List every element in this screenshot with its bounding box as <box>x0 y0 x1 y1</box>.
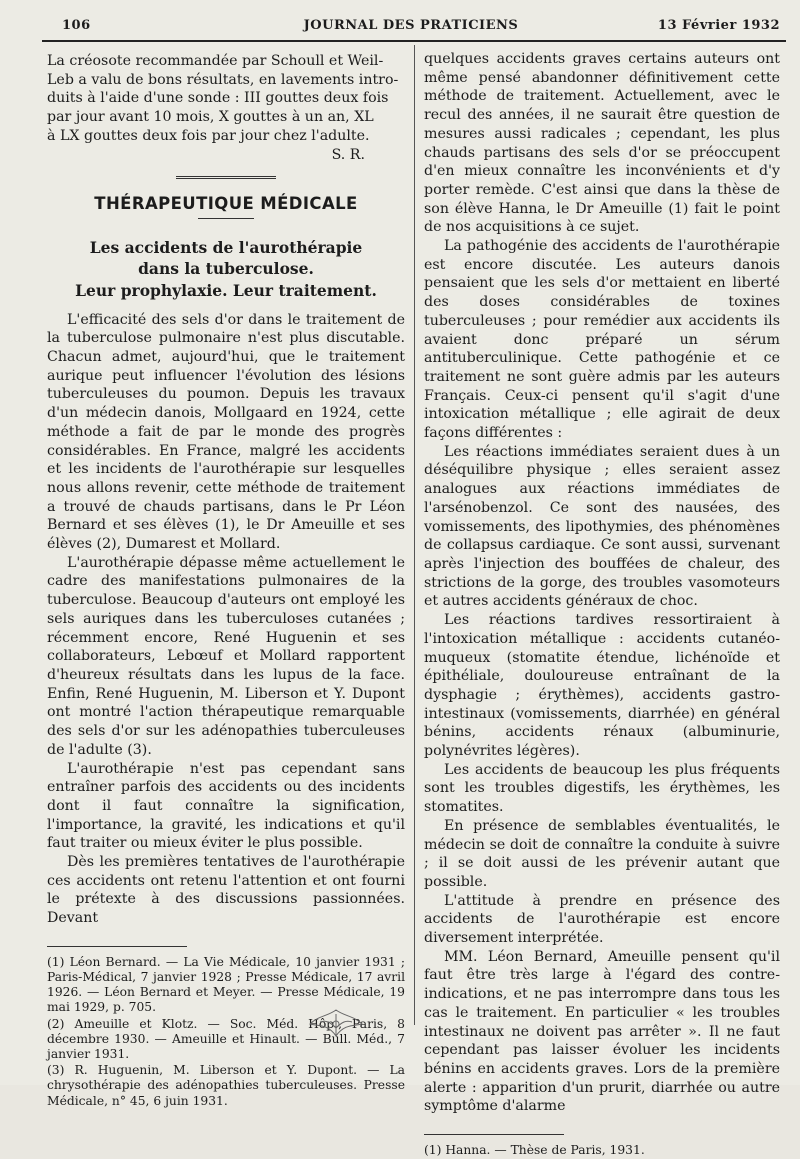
article-title-line: dans la tuberculose. <box>138 258 314 278</box>
article-subtitle: Leur prophylaxie. Leur traitement. <box>75 280 377 300</box>
paragraph: En présence de semblables éventualités, le médecin se doit de connaître la conduite à suivre ; il se doit aussi de les prévenir autant que possible. <box>424 817 780 890</box>
paragraph: La pathogénie des accidents de l'aurothérapie est encore discutée. Les auteurs danois pensaient que les sels d'or mettaient en liberté des doses considérables de toxines tuberculeuses ; pour remédier aux accidents ils avaient donc préparé un sérum antituberculinique. Cette pathogénie et ce traitement ne sont guère admis par les auteurs Français. Ceux-ci pensent qu'il s'agit d'une intoxication métallique ; elle agirait de deux façons différentes : <box>424 238 780 442</box>
paragraph: Les réactions tardives ressortiraient à l'intoxication métallique : accidents cutanéo-muqueux (stomatite étendue, lichénoïde et épithéliale, douloureuse entraînant de la dysphagie ; érythèmes), accidents gastro-intestinaux (vomissements, diarrhée) en général bénins, accidents rénaux (albuminurie, polynévrites légères). <box>424 612 780 760</box>
section-title: THÉRAPEUTIQUE MÉDICALE <box>94 194 358 214</box>
left-column <box>47 52 405 1110</box>
section-rule <box>198 218 254 219</box>
header-rule <box>42 40 786 42</box>
footnote-rule <box>47 946 187 947</box>
intro-line: à LX gouttes deux fois par jour chez l'adulte. <box>47 127 370 144</box>
right-column <box>424 50 780 1159</box>
ornament-icon <box>300 1006 372 1042</box>
paragraph: MM. Léon Bernard, Ameuille pensent qu'il faut être très large à l'égard des contre-indications, et ne pas interrompre dans tous les cas le traitement. En particulier « les troubles intestinaux ne doivent pas arrêter ». Il ne faut cependant pas laisser évoluer les incidents bénins en accidents graves. Lors de la première alerte : apparition d'un prurit, diarrhée ou autre symptôme d'alarme <box>424 948 780 1115</box>
footnote: (3) R. Huguenin, M. Liberson et Y. Dupont. — La chrysothérapie des adénopathies tuberculeuses. Presse Médicale, n° 45, 6 juin 1931. <box>47 1063 405 1108</box>
paragraph: L'attitude à prendre en présence des accidents de l'aurothérapie est encore diversement interprétée. <box>424 892 780 947</box>
article-title-line: Les accidents de l'aurothérapie <box>89 237 363 257</box>
paragraph: L'aurothérapie n'est pas cependant sans entraîner parfois des accidents ou des incidents dont il faut connaître la signification, l'importance, la gravité, les indications et qu'il faut traiter ou mieux éviter le plus possible. <box>47 760 405 852</box>
paragraph: Dès les premières tentatives de l'aurothérapie ces accidents ont retenu l'attention et ont fourni le prétexte à des discussions passionnées. Devant <box>47 854 405 927</box>
paragraph: Les réactions immédiates seraient dues à un déséquilibre physique ; elles seraient assez analogues aux réactions immédiates de l'arsénobenzol. Ce sont des nausées, des vomissements, des lipothymies, des phénomènes de collapsus cardiaque. Ce sont aussi, survenant après l'injection des bouffées de chaleur, des strictions de la gorge, des troubles vasomoteurs et autres accidents généraux de choc. <box>424 443 780 610</box>
footnote-rule <box>424 1134 564 1135</box>
page-number: 106 <box>62 18 91 33</box>
double-separator <box>176 176 276 179</box>
paragraph: L'efficacité des sels d'or dans le traitement de la tuberculose pulmonaire n'est plus discutable. Chacun admet, aujourd'hui, que le traitement aurique peut influencer l'évolution des lésions tuberculeuses du poumon. Depuis les travaux d'un médecin danois, Mollgaard en 1924, cette méthode a fait de par le monde des progrès considérables. En France, malgré les accidents et les incidents de l'aurothérapie sur lesquelles nous allons revenir, cette méthode de traitement a trouvé de chauds partisans, dans le Pr Léon Bernard et ses élèves (1), le Dr Ameuille et ses élèves (2), Dumarest et Mollard. <box>47 311 405 553</box>
intro-line: Leb a valu de bons résultats, en lavements intro- <box>47 71 399 88</box>
paragraph: Les accidents de beaucoup les plus fréquents sont les troubles digestifs, les érythèmes, les stomatites. <box>424 761 780 816</box>
footnotes <box>424 1143 780 1158</box>
footnote: (1) Léon Bernard. — La Vie Médicale, 10 janvier 1931 ; Paris-Médical, 7 janvier 1928 ; Presse Médicale, 17 avril 1926. — Léon Bernard et Meyer. — Presse Médicale, 19 mai 1929, p. 705. <box>47 954 405 1015</box>
issue-date: 13 Février 1932 <box>657 18 780 33</box>
journal-title: JOURNAL DES PRATICIENS <box>303 18 519 33</box>
column-divider <box>414 45 415 1025</box>
intro-line: La créosote recommandée par Schoull et Weil- <box>47 53 384 69</box>
intro-line: par jour avant 10 mois, X gouttes à un an, XL <box>47 109 374 126</box>
page-header <box>42 14 780 38</box>
footnote: (1) Hanna. — Thèse de Paris, 1931. <box>424 1143 645 1158</box>
footnote: (2) Ameuille et Klotz. — Soc. Méd. Hôp., Paris, 8 décembre 1930. — Ameuille et Hinault. — Bull. Méd., 7 janvier 1931. <box>47 1016 405 1062</box>
article-title <box>47 237 405 279</box>
signature: S. R. <box>331 146 365 163</box>
paragraph: quelques accidents graves certains auteurs ont même pensé abandonner définitivement cette méthode de traitement. Actuellement, avec le recul des années, il ne saurait être question de mesures aussi radicales ; cependant, les plus chauds partisans des sels d'or se préoccupent d'en mieux connaître les inconvénients et d'y porter remède. C'est ainsi que dans la thèse de son élève Hanna, le Dr Ameuille (1) fait le point de nos acquisitions à ce sujet. <box>424 51 780 236</box>
intro-line: duits à l'aide d'une sonde : III gouttes deux fois <box>47 90 389 107</box>
paragraph: L'aurothérapie dépasse même actuellement le cadre des manifestations pulmonaires de la tuberculose. Beaucoup d'auteurs ont employé les sels auriques dans les tuberculoses cutanées ; récemment encore, René Huguenin et ses collaborateurs, Lebœuf et Mollard rapportent d'heureux résultats dans les lupus de la face. Enfin, René Huguenin, M. Liberson et Y. Dupont ont montré l'action thérapeutique remarquable des sels d'or sur les adénopathies tuberculeuses de l'adulte (3). <box>47 554 405 758</box>
